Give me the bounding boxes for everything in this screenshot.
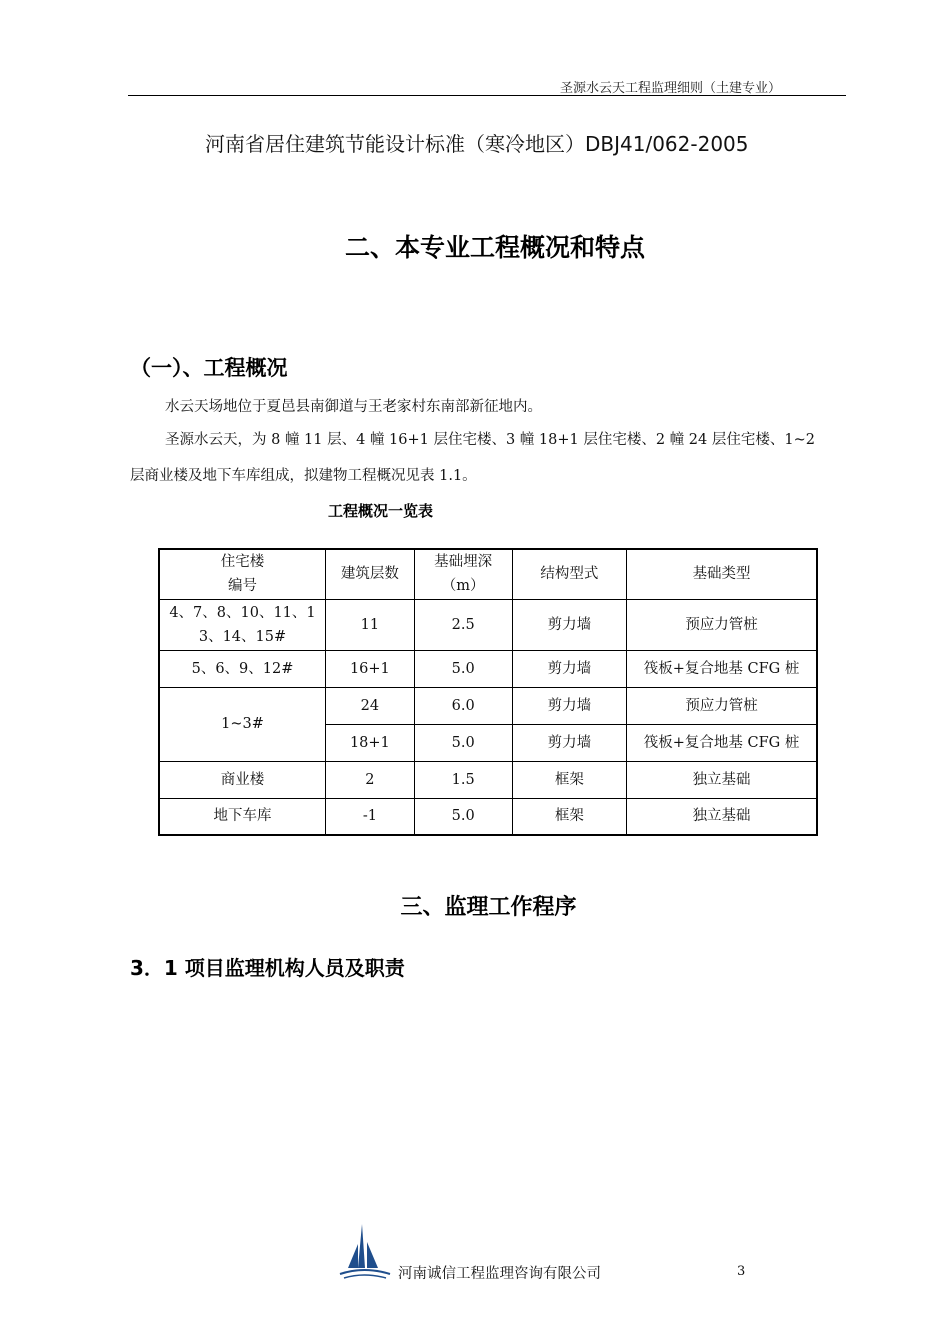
table-row <box>159 599 817 650</box>
cell-depth: 5.0 <box>414 650 512 687</box>
table-row <box>159 798 817 835</box>
table-caption: 工程概况一览表 <box>328 502 434 520</box>
cell-building-line1: 4、7、8、10、11、1 <box>169 604 316 621</box>
table-row <box>159 687 817 724</box>
cell-building-line2: 3、14、15# <box>198 628 287 645</box>
cell-foundation: 独立基础 <box>627 761 817 798</box>
cell-structure: 框架 <box>512 761 627 798</box>
running-header: 圣源水云天工程监理细则（土建专业） <box>560 81 782 96</box>
cell-structure: 剪力墙 <box>512 724 627 761</box>
page-number: 3 <box>737 1264 746 1279</box>
cell-foundation: 预应力管桩 <box>627 687 817 724</box>
standard-reference: 河南省居住建筑节能设计标准（寒冷地区）DBJ41/062-2005 <box>205 132 749 156</box>
cell-depth: 5.0 <box>414 798 512 835</box>
cell-building: 1~3# <box>159 687 325 761</box>
section-3-title: 三、监理工作程序 <box>400 895 577 920</box>
header-rule <box>128 95 846 96</box>
subsection-1-title: （一）、工程概况 <box>130 356 288 380</box>
paragraph-project-composition-line2: 层商业楼及地下车库组成，拟建物工程概况见表 1.1。 <box>130 468 477 484</box>
paragraph-site-location: 水云天场地位于夏邑县南御道与王老家村东南部新征地内。 <box>165 399 542 415</box>
section-2-title: 二、本专业工程概况和特点 <box>344 233 645 262</box>
cell-building: 5、6、9、12# <box>159 650 325 687</box>
cell-floors: 16+1 <box>325 650 414 687</box>
header-structure: 结构型式 <box>512 549 627 599</box>
cell-floors: 11 <box>325 599 414 650</box>
paragraph-project-composition-line1: 圣源水云天，为 8 幢 11 层、4 幢 16+1 层住宅楼、3 幢 18+1 层住宅楼、2 幢 24 层住宅楼、1~2 <box>165 432 815 448</box>
cell-foundation: 独立基础 <box>627 798 817 835</box>
header-building-line1: 住宅楼 <box>220 554 265 571</box>
cell-building <box>159 599 325 650</box>
table-row <box>159 761 817 798</box>
project-overview-table <box>158 548 818 836</box>
header-depth-line1: 基础埋深 <box>434 554 493 571</box>
header-building-line2: 编号 <box>227 578 257 595</box>
cell-floors: 2 <box>325 761 414 798</box>
table-row <box>159 650 817 687</box>
cell-floors: -1 <box>325 798 414 835</box>
subsection-3-1-title: 3．1 项目监理机构人员及职责 <box>130 956 405 980</box>
cell-structure: 剪力墙 <box>512 650 627 687</box>
cell-depth: 1.5 <box>414 761 512 798</box>
cell-depth: 6.0 <box>414 687 512 724</box>
cell-floors: 18+1 <box>325 724 414 761</box>
cell-foundation: 筏板+复合地基 CFG 桩 <box>627 724 817 761</box>
cell-foundation: 预应力管桩 <box>627 599 817 650</box>
header-building <box>159 549 325 599</box>
cell-structure: 剪力墙 <box>512 599 627 650</box>
header-depth <box>414 549 512 599</box>
header-floors: 建筑层数 <box>325 549 414 599</box>
cell-foundation: 筏板+复合地基 CFG 桩 <box>627 650 817 687</box>
header-foundation: 基础类型 <box>627 549 817 599</box>
cell-structure: 框架 <box>512 798 627 835</box>
header-depth-line2: （m） <box>441 578 485 595</box>
company-logo-icon <box>336 1222 392 1280</box>
cell-building: 地下车库 <box>159 798 325 835</box>
cell-building: 商业楼 <box>159 761 325 798</box>
cell-depth: 2.5 <box>414 599 512 650</box>
cell-depth: 5.0 <box>414 724 512 761</box>
footer-company-name: 河南诚信工程监理咨询有限公司 <box>398 1266 601 1282</box>
table-header-row <box>159 549 817 599</box>
cell-floors: 24 <box>325 687 414 724</box>
cell-structure: 剪力墙 <box>512 687 627 724</box>
